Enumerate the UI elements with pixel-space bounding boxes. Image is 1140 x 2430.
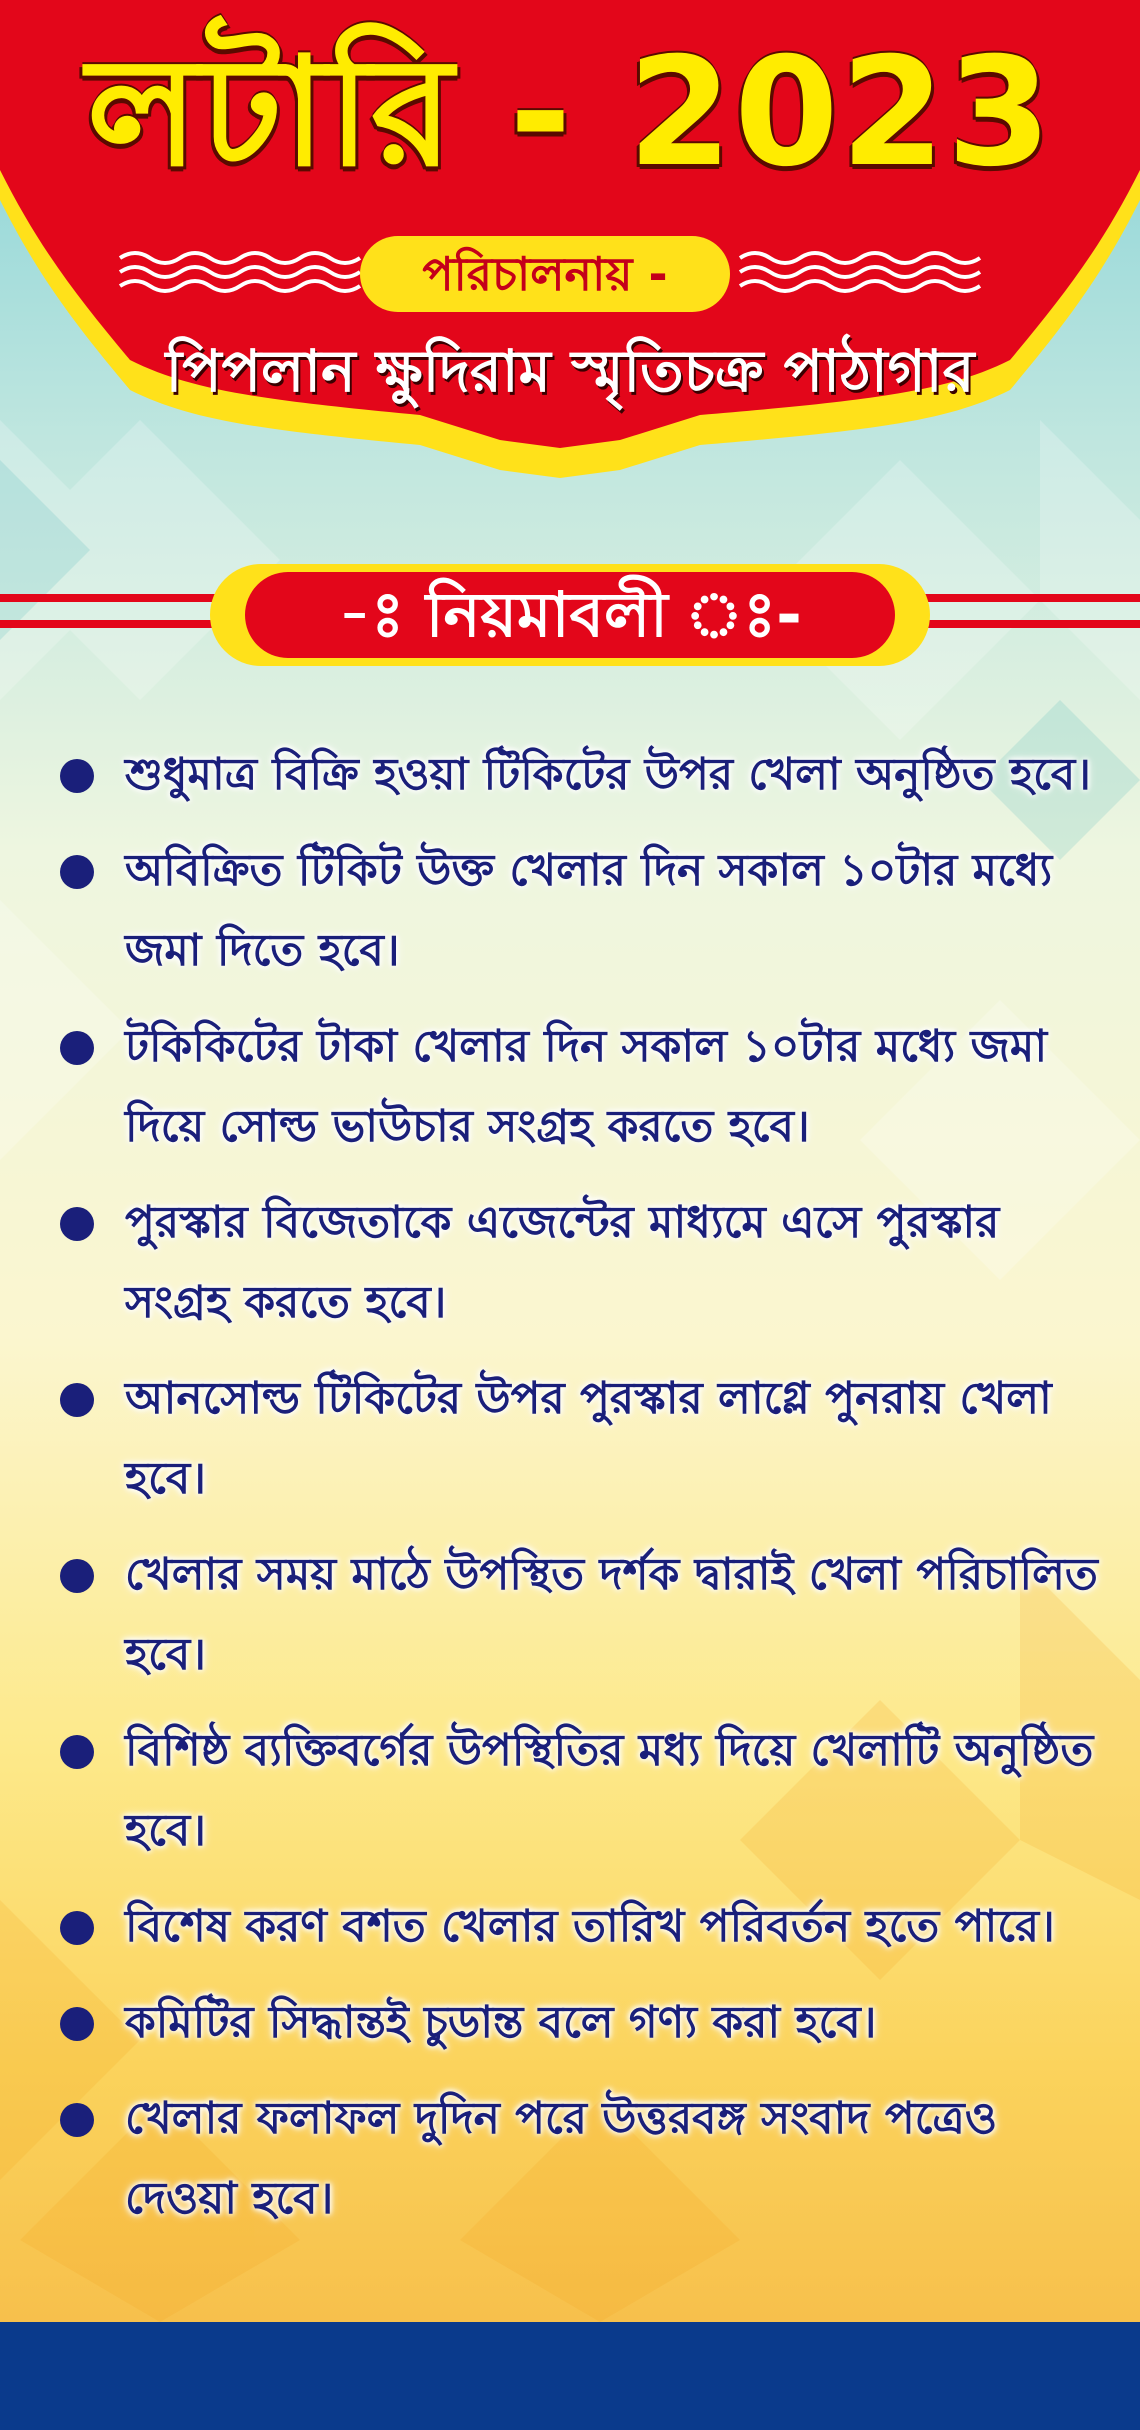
rule-text: টকিকিটের টাকা খেলার দিন সকাল ১০টার মধ্যে জমা দিয়ে সোল্ড ভাউচার সংগ্রহ করতে হবে। [125,1021,1048,1152]
bullet-icon [60,2103,94,2137]
footer-bar [0,2322,1140,2430]
rule-item [50,1887,1100,1967]
rule-item [50,831,1100,991]
rule-item [50,1183,1100,1343]
rule-text: কমিটির সিদ্ধান্তই চুডান্ত বলে গণ্য করা হবে। [125,1997,877,2048]
bullet-icon [60,1207,94,1241]
organizer-label: পরিচালনায় - [360,236,730,312]
rule-text: অবিক্রিত টিকিট উক্ত খেলার দিন সকাল ১০টার মধ্যে জমা দিতে হবে। [125,845,1053,976]
rule-text: বিশেষ করণ বশত খেলার তারিখ পরিবর্তন হতে পারে। [125,1901,1055,1952]
rules-heading: -ঃ নিয়মাবলী ঃ- [338,578,802,651]
bullet-icon [60,1559,94,1593]
rule-item [50,1359,1100,1519]
rule-text: শুধুমাত্র বিক্রি হওয়া টিকিটের উপর খেলা অনুষ্ঠিত হবে। [125,749,1092,800]
bullet-icon [60,2007,94,2041]
rules-list [50,735,1100,2255]
bullet-icon [60,1911,94,1945]
rule-item [50,1711,1100,1871]
rule-text: খেলার ফলাফল দুদিন পরে উত্তরবঙ্গ সংবাদ পত্রেও দেওয়া হবে। [125,2093,998,2224]
bullet-icon [60,1735,94,1769]
bullet-icon [60,1383,94,1417]
rule-text: খেলার সময় মাঠে উপস্থিত দর্শক দ্বারাই খেলা পরিচালিত হবে। [125,1549,1098,1680]
rule-item [50,1983,1100,2063]
rule-item [50,1535,1100,1695]
organizer-name: পিপলান ক্ষুদিরাম স্মৃতিচক্র পাঠাগার [165,337,975,405]
poster-title: লটারি - 2023 [86,26,1054,200]
bullet-icon [60,855,94,889]
rule-text: পুরস্কার বিজেতাকে এজেন্টের মাধ্যমে এসে পুরস্কার সংগ্রহ করতে হবে। [125,1197,1000,1328]
bullet-icon [60,1031,94,1065]
rule-item [50,2079,1100,2239]
rule-item [50,735,1100,815]
rule-text: বিশিষ্ঠ ব্যক্তিবর্গের উপস্থিতির মধ্য দিয়ে খেলাটি অনুষ্ঠিত হবে। [125,1725,1094,1856]
bullet-icon [60,759,94,793]
rule-item [50,1007,1100,1167]
rule-text: আনসোল্ড টিকিটের উপর পুরস্কার লাগ্লে পুনরায় খেলা হবে। [125,1373,1052,1504]
